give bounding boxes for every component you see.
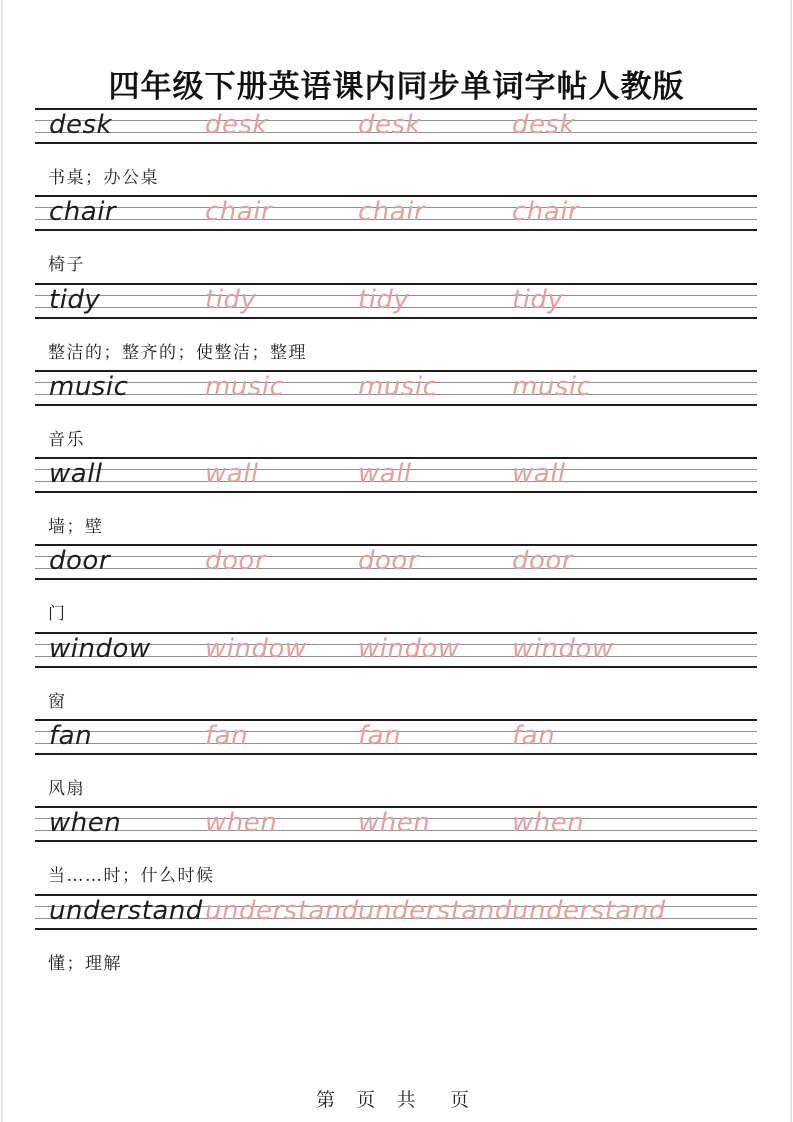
word-trace-1: fan	[205, 721, 249, 752]
word-list	[35, 108, 757, 981]
word-trace-3: when	[512, 808, 585, 839]
word-meaning: 懂；理解	[48, 953, 122, 974]
page-edge-left	[1, 0, 3, 1122]
writing-guide-band	[35, 806, 757, 842]
guide-line-bottom	[35, 317, 757, 319]
word-trace-2: chair	[358, 197, 426, 228]
word-sample: wall	[49, 459, 103, 490]
page-edge-right	[790, 0, 792, 1122]
word-trace-1: understand	[205, 895, 359, 926]
word-row-understand	[35, 894, 757, 981]
word-trace-3: window	[512, 633, 614, 664]
word-trace-3: fan	[512, 721, 556, 752]
word-trace-1: window	[205, 633, 307, 664]
word-sample: when	[49, 808, 122, 839]
word-trace-1: tidy	[205, 284, 257, 315]
word-trace-3: chair	[512, 197, 580, 228]
word-meaning: 当……时；什么时候	[48, 866, 215, 887]
word-trace-1: when	[205, 808, 278, 839]
guide-line-bottom	[35, 491, 757, 493]
word-trace-1: desk	[205, 110, 269, 140]
word-meaning: 整洁的；整齐的；使整洁；整理	[48, 342, 307, 363]
writing-guide-band	[35, 370, 757, 406]
guide-line-bottom	[35, 404, 757, 406]
word-meaning: 窗	[48, 691, 67, 712]
word-trace-3: understand	[512, 895, 666, 926]
word-trace-2: tidy	[358, 284, 410, 315]
page-footer: 第 页 共 页	[315, 1090, 478, 1111]
word-trace-2: desk	[358, 110, 422, 140]
word-trace-2: window	[358, 633, 460, 664]
word-row-desk	[35, 108, 757, 195]
page-title: 四年级下册英语课内同步单词字帖人教版	[108, 68, 685, 104]
word-row-door	[35, 544, 757, 631]
word-trace-3: music	[512, 371, 592, 402]
writing-guide-band	[35, 283, 757, 319]
word-sample: fan	[49, 721, 93, 752]
word-sample: door	[49, 546, 111, 577]
word-row-window	[35, 632, 757, 719]
word-row-music	[35, 370, 757, 457]
writing-guide-band	[35, 544, 757, 580]
guide-line-bottom	[35, 578, 757, 580]
word-trace-2: music	[358, 371, 438, 402]
writing-guide-band	[35, 894, 757, 930]
word-sample: music	[49, 371, 129, 402]
word-sample: tidy	[49, 284, 101, 315]
word-trace-1: wall	[205, 459, 259, 490]
writing-guide-band	[35, 457, 757, 493]
word-row-when	[35, 806, 757, 893]
guide-line-bottom	[35, 229, 757, 231]
guide-line-bottom	[35, 753, 757, 755]
word-trace-2: understand	[358, 895, 512, 926]
word-meaning: 门	[48, 604, 67, 625]
word-trace-2: fan	[358, 721, 402, 752]
word-sample: chair	[49, 197, 117, 228]
writing-guide-band	[35, 719, 757, 755]
word-meaning: 书桌；办公桌	[48, 168, 159, 188]
word-trace-1: music	[205, 371, 285, 402]
word-trace-1: door	[205, 546, 267, 577]
word-row-fan	[35, 719, 757, 806]
word-row-chair	[35, 195, 757, 282]
guide-line-bottom	[35, 840, 757, 842]
word-meaning: 音乐	[48, 429, 85, 450]
word-trace-2: when	[358, 808, 431, 839]
word-row-wall	[35, 457, 757, 544]
guide-line-bottom	[35, 928, 757, 930]
word-trace-1: chair	[205, 197, 273, 228]
word-sample: desk	[49, 110, 113, 140]
writing-guide-band	[35, 195, 757, 231]
word-sample: understand	[49, 895, 203, 926]
writing-guide-band	[35, 108, 757, 144]
word-trace-3: tidy	[512, 284, 564, 315]
word-row-tidy	[35, 283, 757, 370]
word-meaning: 墙；壁	[48, 517, 104, 538]
word-trace-3: wall	[512, 459, 566, 490]
word-trace-2: door	[358, 546, 420, 577]
word-sample: window	[49, 633, 151, 664]
word-trace-3: desk	[512, 110, 576, 140]
word-trace-2: wall	[358, 459, 412, 490]
writing-guide-band	[35, 632, 757, 668]
word-meaning: 椅子	[48, 255, 85, 276]
word-trace-3: door	[512, 546, 574, 577]
word-meaning: 风扇	[48, 779, 85, 800]
guide-line-bottom	[35, 666, 757, 668]
guide-line-bottom	[35, 142, 757, 144]
